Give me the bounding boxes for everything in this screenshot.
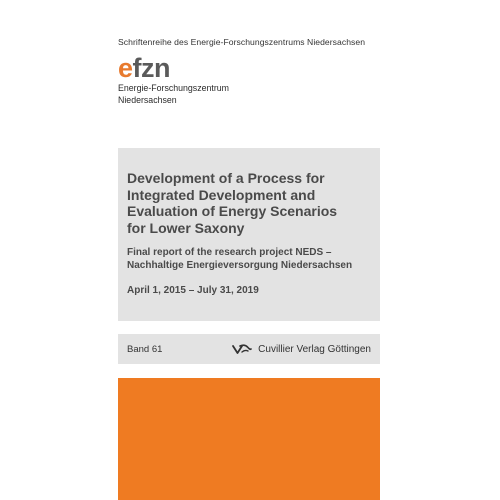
book-title bbox=[127, 170, 380, 236]
series-title: Schriftenreihe des Energie-Forschungszentrums Niedersachsen bbox=[118, 37, 366, 47]
logo-caption-line-1: Energie-Forschungszentrum bbox=[118, 83, 229, 93]
band-bar bbox=[118, 334, 380, 364]
logo-wordmark bbox=[118, 55, 229, 81]
publisher-name: Cuvillier Verlag Göttingen bbox=[258, 343, 371, 355]
logo-wordmark-rest: fzn bbox=[132, 53, 171, 83]
project-period: April 1, 2015 – July 31, 2019 bbox=[127, 285, 259, 296]
book-title-line: for Lower Saxony bbox=[127, 219, 245, 236]
book-title-line: Integrated Development and bbox=[127, 186, 316, 203]
orange-band bbox=[118, 378, 380, 500]
publisher bbox=[232, 343, 371, 355]
band-number: Band 61 bbox=[127, 343, 163, 355]
book-title-line: Evaluation of Energy Scenarios bbox=[127, 203, 338, 219]
logo-wordmark-e: e bbox=[118, 53, 133, 83]
title-panel bbox=[118, 148, 380, 321]
logo-caption bbox=[118, 83, 229, 106]
book-title-line: Development of a Process for bbox=[127, 170, 325, 186]
cuvillier-logo-icon bbox=[232, 343, 252, 355]
logo-caption-line-2: Niedersachsen bbox=[118, 94, 177, 105]
book-subtitle bbox=[127, 246, 380, 272]
book-subtitle-line: Nachhaltige Energieversorgung Niedersachsen bbox=[127, 260, 353, 271]
efzn-logo bbox=[118, 55, 229, 106]
book-subtitle-line: Final report of the research project NEDS – bbox=[127, 247, 332, 258]
